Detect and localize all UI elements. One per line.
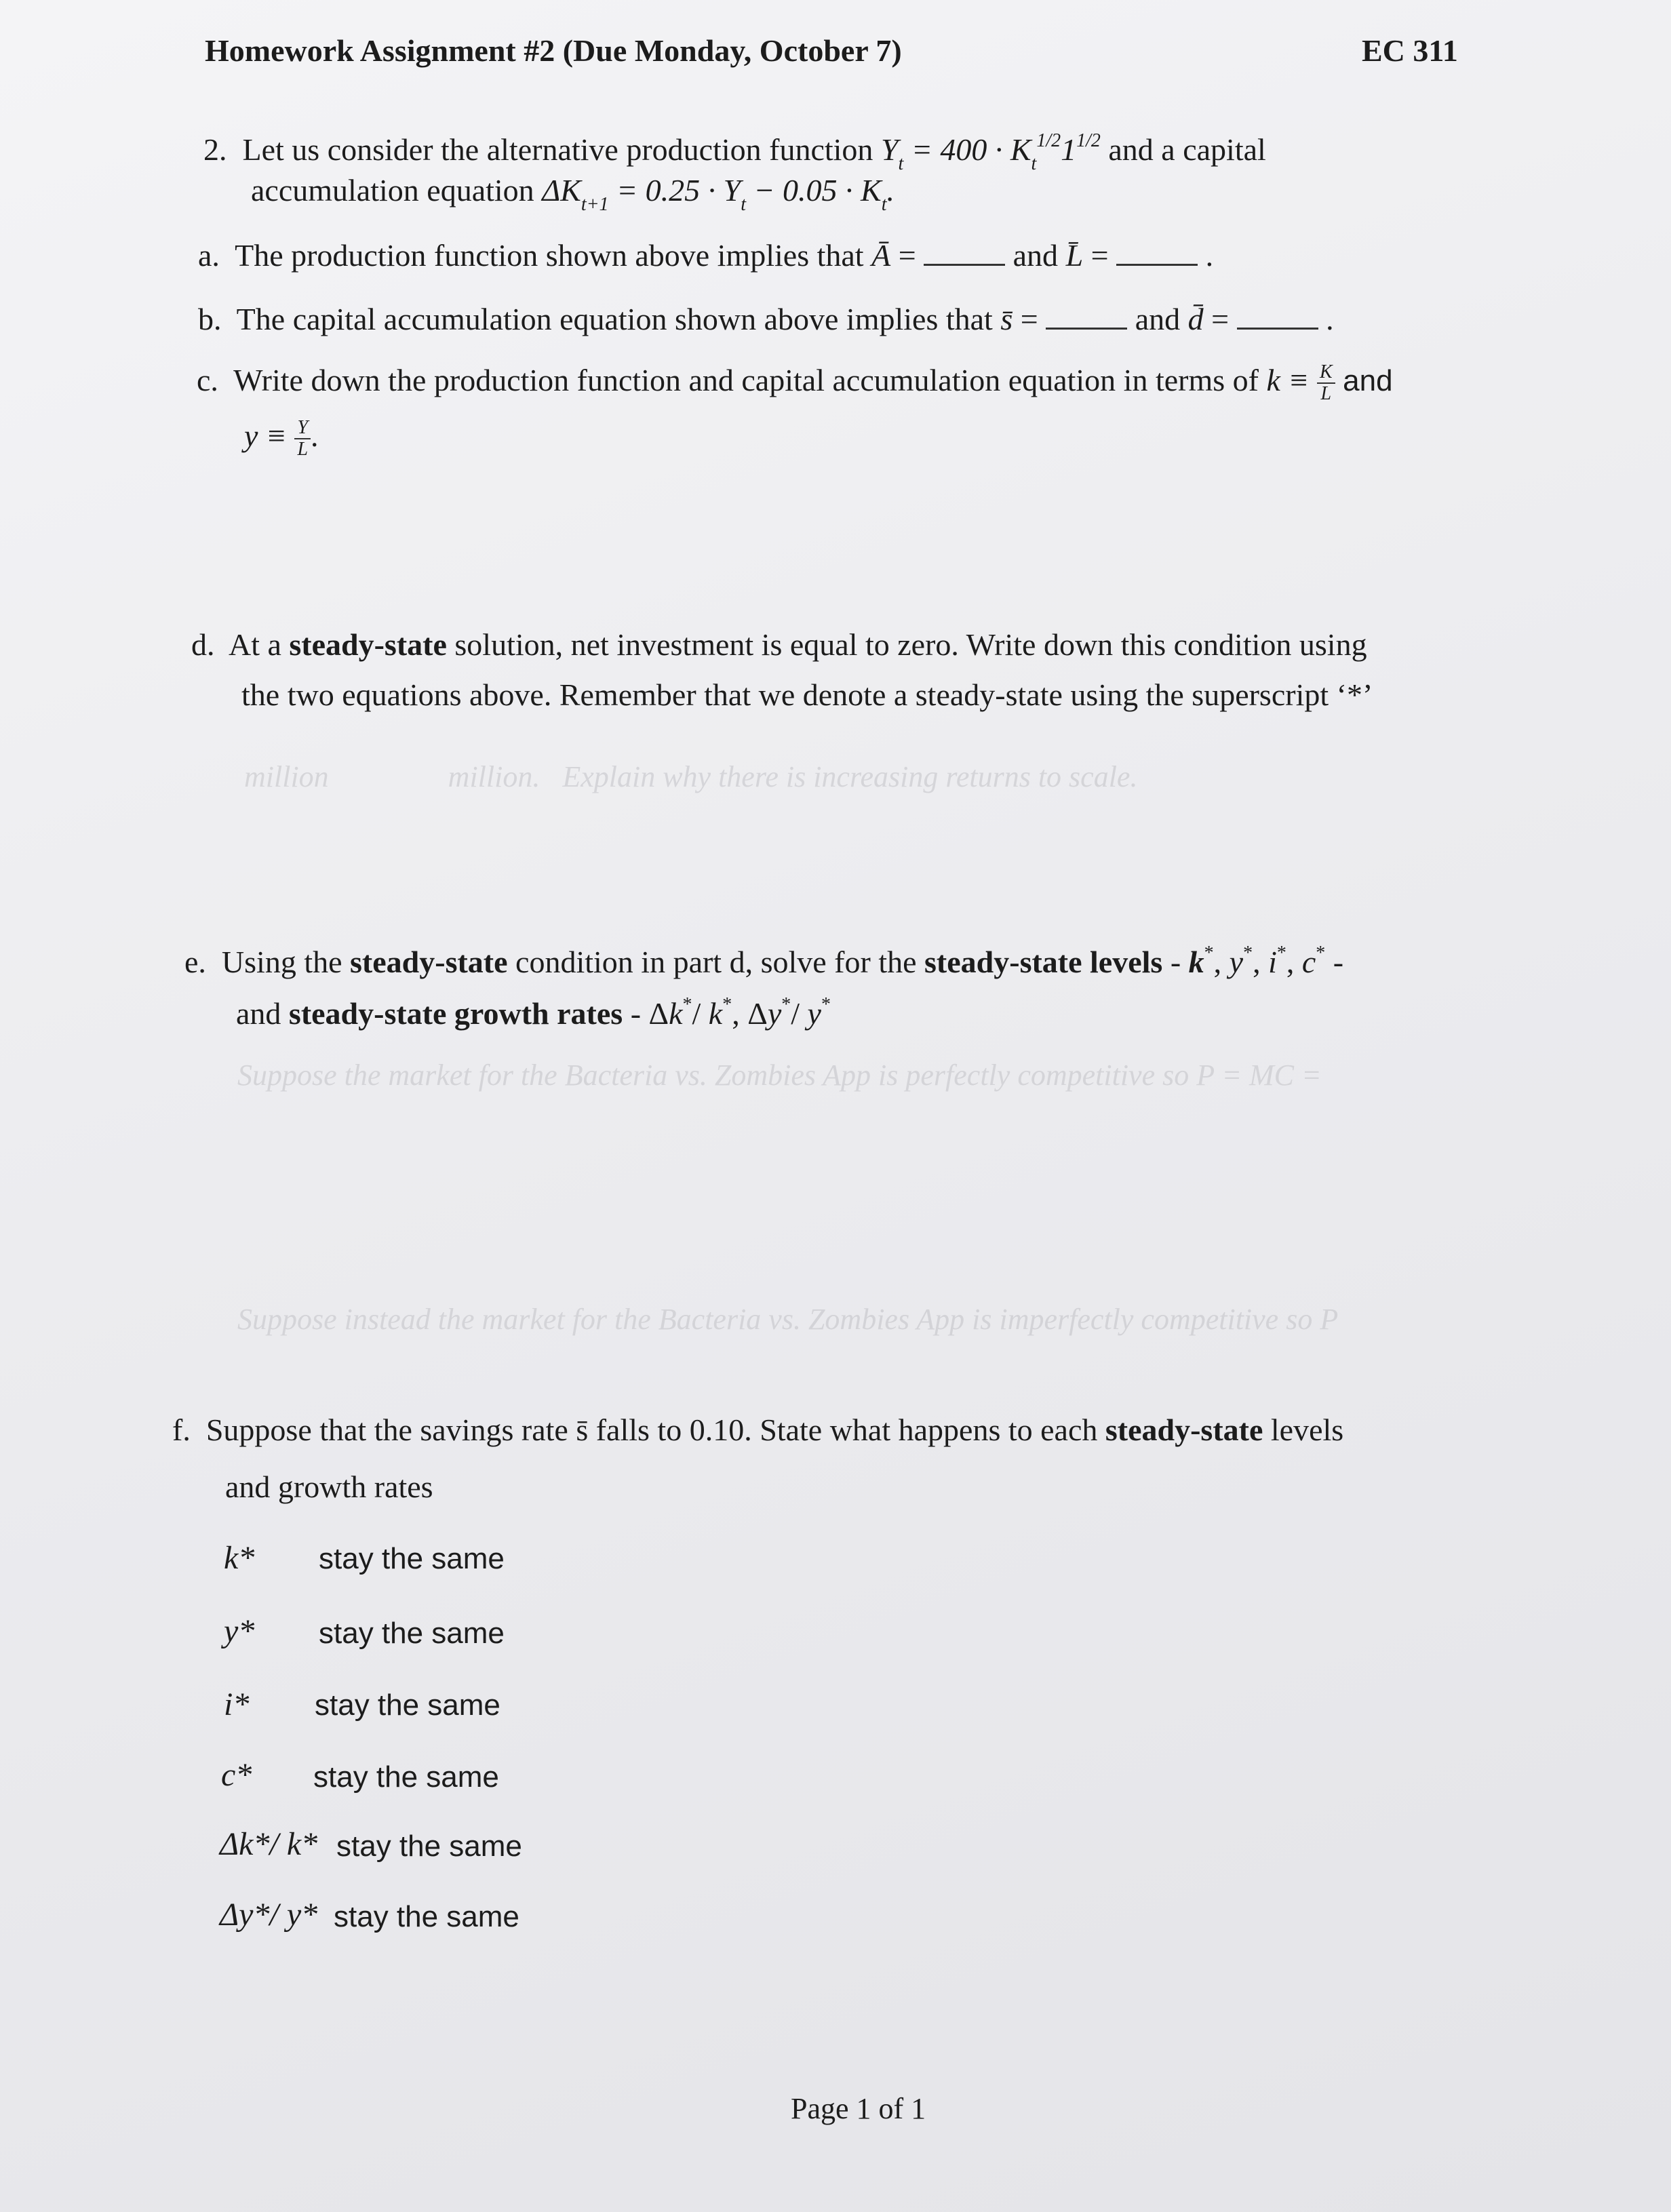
answer-var-c: c* xyxy=(221,1757,252,1793)
part-label: b. xyxy=(198,302,222,336)
part-label: a. xyxy=(198,238,220,273)
answer-k[interactable]: stay the same xyxy=(319,1542,505,1575)
answer-var-i: i* xyxy=(224,1686,250,1722)
fraction-K-over-L: $\frac{K}{L}$ xyxy=(1317,362,1335,404)
part-text: and xyxy=(236,996,281,1031)
part-text: At a xyxy=(228,627,281,662)
question-2 xyxy=(203,129,1266,175)
bleed-through-text: Suppose the market for the Bacteria vs. Zombies App is perfectly competitive so P = MC = xyxy=(237,1059,1322,1092)
bleed-through-text: Suppose instead the market for the Bacteria vs. Zombies App is imperfectly competitive so P xyxy=(237,1303,1339,1336)
part-and: and xyxy=(1343,364,1393,397)
part-d xyxy=(191,624,1367,666)
answer-var-dy: Δy*/ y* xyxy=(220,1897,318,1933)
bleed-through-text: million million. Explain why there is increasing returns to scale. xyxy=(244,760,1138,793)
answer-c[interactable]: stay the same xyxy=(313,1760,499,1794)
part-f-line2: and growth rates xyxy=(225,1469,433,1504)
part-e xyxy=(184,941,1343,983)
part-label: d. xyxy=(191,627,215,662)
part-text: The production function shown above implies that xyxy=(235,238,864,273)
part-text: Using the xyxy=(221,945,342,979)
part-bold: steady-state growth rates xyxy=(288,996,623,1031)
part-f xyxy=(172,1409,1343,1451)
part-c xyxy=(197,359,1393,404)
answer-dy[interactable]: stay the same xyxy=(334,1900,519,1933)
part-e-line2 xyxy=(236,993,831,1035)
part-and: and xyxy=(1135,302,1181,336)
part-text: solution, net investment is equal to zero. Write down this condition using xyxy=(454,627,1367,662)
answer-dk[interactable]: stay the same xyxy=(336,1830,522,1863)
part-label: c. xyxy=(197,363,218,397)
part-b: b. The capital accumulation equation shown above implies that s̄ = and d̄ = . xyxy=(198,302,1334,336)
levels-list: - k*, y*, i*, c* - xyxy=(1170,942,1344,979)
part-bold: steady-state levels xyxy=(924,945,1163,979)
part-bold: steady-state xyxy=(289,627,447,662)
part-text: Write down the production function and capital accumulation equation in terms of xyxy=(233,363,1259,397)
part-bold: steady-state xyxy=(1105,1413,1263,1447)
symbol-A-bar: Ā xyxy=(871,238,891,273)
answer-blank[interactable] xyxy=(1116,243,1198,266)
symbol-d-bar: d̄ xyxy=(1187,302,1204,336)
growth-list: - Δk*/ k*, Δy*/ y* xyxy=(630,993,831,1031)
question-2-line2 xyxy=(251,170,895,216)
answer-blank[interactable] xyxy=(924,243,1005,266)
answer-var-y: y* xyxy=(224,1613,255,1649)
part-text: condition in part d, solve for the xyxy=(515,945,917,979)
symbol-k-def: k ≡ xyxy=(1266,363,1310,397)
part-a: a. The production function shown above implies that Ā = and L̄ = . xyxy=(198,238,1214,273)
answer-var-k: k* xyxy=(224,1540,255,1576)
answer-blank[interactable] xyxy=(1237,307,1318,330)
capital-accumulation-formula: $\Delta K_{t+1} = 0.25 \cdot Y_t - 0.05 \cdot K_t$. xyxy=(542,173,895,216)
assignment-title: Homework Assignment #2 (Due Monday, October 7) xyxy=(205,33,902,68)
part-bold: steady-state xyxy=(350,945,508,979)
question-text-tail: and a capital xyxy=(1108,132,1266,167)
answer-blank[interactable] xyxy=(1046,307,1127,330)
part-label: e. xyxy=(184,945,206,979)
part-text: Suppose that the savings rate s̄ falls to 0.10. State what happens to each xyxy=(205,1413,1098,1447)
part-c-line2: y ≡ $\frac{Y}{L}$ . xyxy=(244,417,319,460)
answer-i[interactable]: stay the same xyxy=(315,1688,500,1722)
production-function-formula: $Y_t = 400 \cdot K_t^{1/2}1^{1/2}$ xyxy=(880,130,1101,175)
question-number: 2. xyxy=(203,132,227,167)
question-text: accumulation equation xyxy=(251,173,534,208)
symbol-s-bar: s̄ xyxy=(1000,302,1013,336)
course-code: EC 311 xyxy=(1362,33,1458,68)
answer-y[interactable]: stay the same xyxy=(319,1617,505,1650)
page-number: Page 1 of 1 xyxy=(791,2092,926,2125)
answer-var-dk: Δk*/ k* xyxy=(220,1826,318,1862)
part-text: levels xyxy=(1270,1413,1344,1447)
question-text: Let us consider the alternative production function xyxy=(242,132,873,167)
part-label: f. xyxy=(172,1413,191,1447)
symbol-y-def: y ≡ xyxy=(244,418,287,453)
fraction-Y-over-L: $\frac{Y}{L}$ xyxy=(294,418,311,460)
part-text: The capital accumulation equation shown above implies that xyxy=(236,302,993,336)
part-d-line2: the two equations above. Remember that we denote a steady-state using the superscript ‘*’ xyxy=(241,677,1373,712)
symbol-L-bar: L̄ xyxy=(1065,238,1084,273)
part-and: and xyxy=(1013,238,1059,273)
